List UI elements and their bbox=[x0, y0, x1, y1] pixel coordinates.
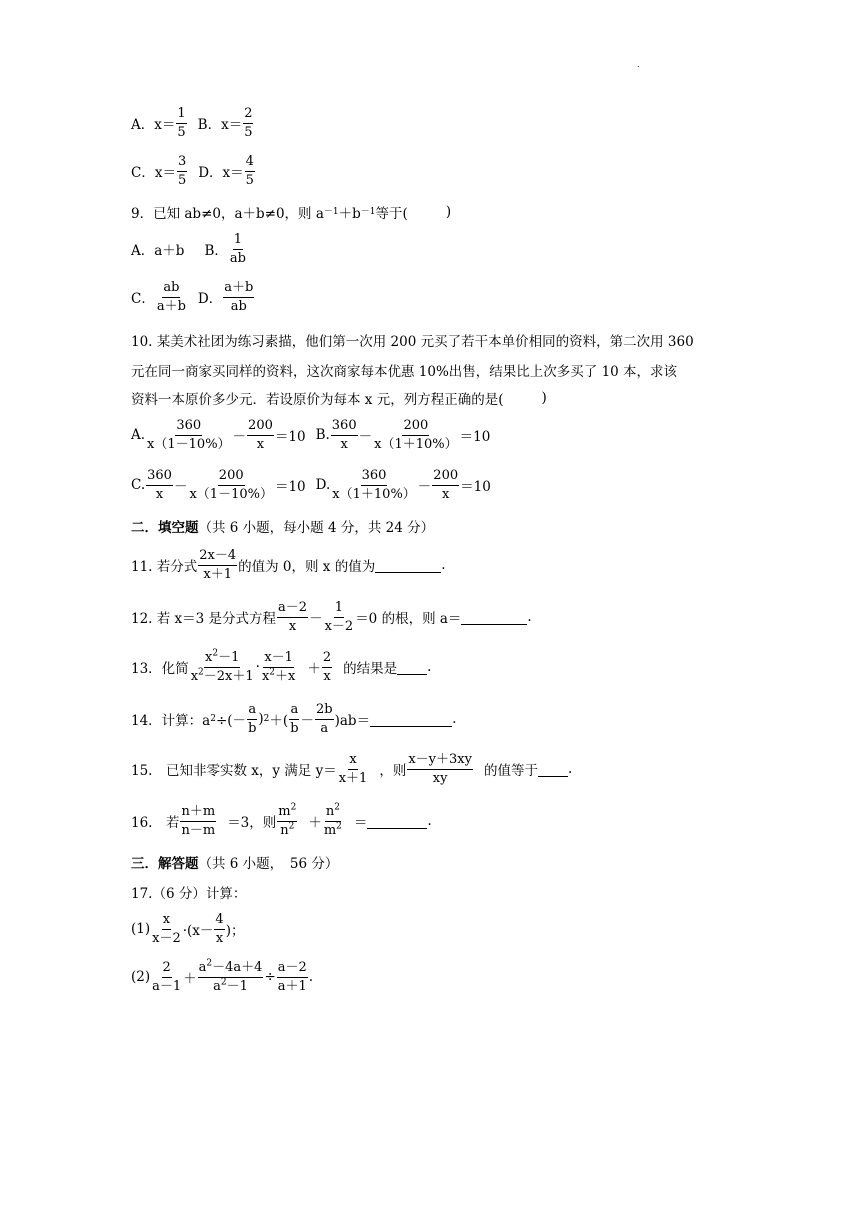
header-dot: . bbox=[637, 60, 640, 69]
q8-option-c-fraction: $\frac{3}{5}$ bbox=[177, 154, 187, 188]
q9-option-b-fraction: $\frac{1}{ab}$ bbox=[229, 232, 246, 266]
q8-option-b-fraction: $\frac{2}{5}$ bbox=[244, 106, 253, 140]
q10-option-b-label: B. bbox=[315, 427, 330, 444]
q15: 15. 已知非零实数 x，y 满足 y＝ $\frac{x}{x+1}$ ，则 $\frac{x-y+3xy}{xy}$ 的值等于 . bbox=[131, 752, 573, 786]
q10-option-d-label: D. bbox=[315, 477, 331, 494]
q14-answer-blank bbox=[370, 714, 452, 727]
q9-row-cd bbox=[131, 280, 255, 314]
q10-row-cd: C. $\frac{360}{x}$ － $\frac{200}{x(1-10\%)}$ ＝10 D. $\frac{360}{x(1+10\%)}$ － $\frac{200}{x}$ ＝10 bbox=[131, 468, 491, 502]
q9-option-a: A．a＋b bbox=[131, 243, 185, 260]
q17-part1: (1) $\frac{x}{x-2}$ ·(x－ $\frac{4}{x}$ )； bbox=[131, 912, 245, 946]
q12-answer-blank bbox=[461, 612, 527, 625]
q15-answer-blank bbox=[538, 764, 568, 777]
q8-option-d-label: D．x＝ bbox=[198, 165, 244, 182]
q10-line3: 资料一本原价多少元．若设原价为每本 x 元，列方程正确的是( ) bbox=[131, 390, 547, 408]
q16: 16. 若 $\frac{n+m}{n-m}$ ＝3，则 $\frac{m^2}{n^2}$ ＋ $\frac{n^2}{m^2}$ ＝ . bbox=[131, 802, 432, 838]
q8-option-d-fraction: $\frac{4}{5}$ bbox=[245, 154, 254, 188]
q11: 11. 若分式 $\frac{2x-4}{x+1}$ 的值为 0，则 x 的值为 . bbox=[131, 548, 446, 582]
section-3-heading: 三．解答题 （共 6 小题， 56 分） bbox=[131, 856, 339, 872]
q9-option-d-fraction: $\frac{a+b}{ab}$ bbox=[224, 280, 254, 314]
q14: 14．计算：a 2 ÷(－ $\frac{a}{b}$ ) 2 ＋( $\frac{a}{b}$ － $\frac{2b}{a}$ )ab＝ . bbox=[131, 702, 457, 736]
q8-row-ab bbox=[131, 106, 254, 140]
q16-answer-blank bbox=[367, 816, 427, 829]
q10-line1: 10. 某美术社团为练习素描，他们第一次用 200 元买了若干本单价相同的资料，第二次用 360 bbox=[131, 334, 694, 350]
q11-answer-blank bbox=[375, 560, 441, 573]
q8-option-a-label: A．x＝ bbox=[131, 117, 176, 134]
q17-heading: 17.（6 分）计算： bbox=[131, 886, 247, 902]
q9-row-ab bbox=[131, 232, 248, 266]
q10-line2: 元在同一商家买同样的资料，这次商家每本优惠 10%出售，结果比上次多买了 10 本，求该 bbox=[131, 364, 678, 380]
q9-option-d-label: D． bbox=[197, 291, 223, 308]
q9-option-c-label: C． bbox=[131, 291, 155, 308]
section-2-heading: 二．填空题 （共 6 小题，每小题 4 分，共 24 分） bbox=[131, 520, 435, 536]
q8-row-cd bbox=[131, 154, 256, 188]
q13: 13．化简 $\frac{x^2-1}{x^2-2x+1}$ · $\frac{x-1}{x^2+x}$ ＋ $\frac{2}{x}$ 的结果是 . bbox=[131, 648, 432, 684]
q9-option-c-fraction: $\frac{ab}{a+b}$ bbox=[156, 280, 186, 314]
q10-option-a-label: A. bbox=[131, 427, 146, 444]
q8-option-c-label: C．x＝ bbox=[131, 165, 176, 182]
q10-option-c-label: C. bbox=[131, 477, 146, 494]
q10-row-ab: A. $\frac{360}{x(1-10\%)}$ － $\frac{200}{x}$ ＝10 B. $\frac{360}{x}$ － $\frac{200}{x(1+10\%)}$ ＝10 bbox=[131, 418, 491, 452]
q12: 12. 若 x＝3 是分式方程 $\frac{a-2}{x}$ － $\frac{1}{x-2}$ ＝0 的根，则 a＝ . bbox=[131, 600, 532, 634]
q13-answer-blank bbox=[397, 662, 427, 675]
q8-option-a-fraction: $\frac{1}{5}$ bbox=[177, 106, 186, 140]
q17-part2: (2) $\frac{2}{a-1}$ ＋ $\frac{a^2-4a+4}{a^2-1}$ ÷ $\frac{a-2}{a+1}$ . bbox=[131, 958, 314, 994]
q9-stem: 9．已知 ab≠0，a＋b≠0，则 a －1 ＋b －1 等于( ) bbox=[131, 204, 452, 222]
q8-option-b-label: B．x＝ bbox=[197, 117, 243, 134]
q9-option-b-label: B． bbox=[204, 243, 228, 260]
